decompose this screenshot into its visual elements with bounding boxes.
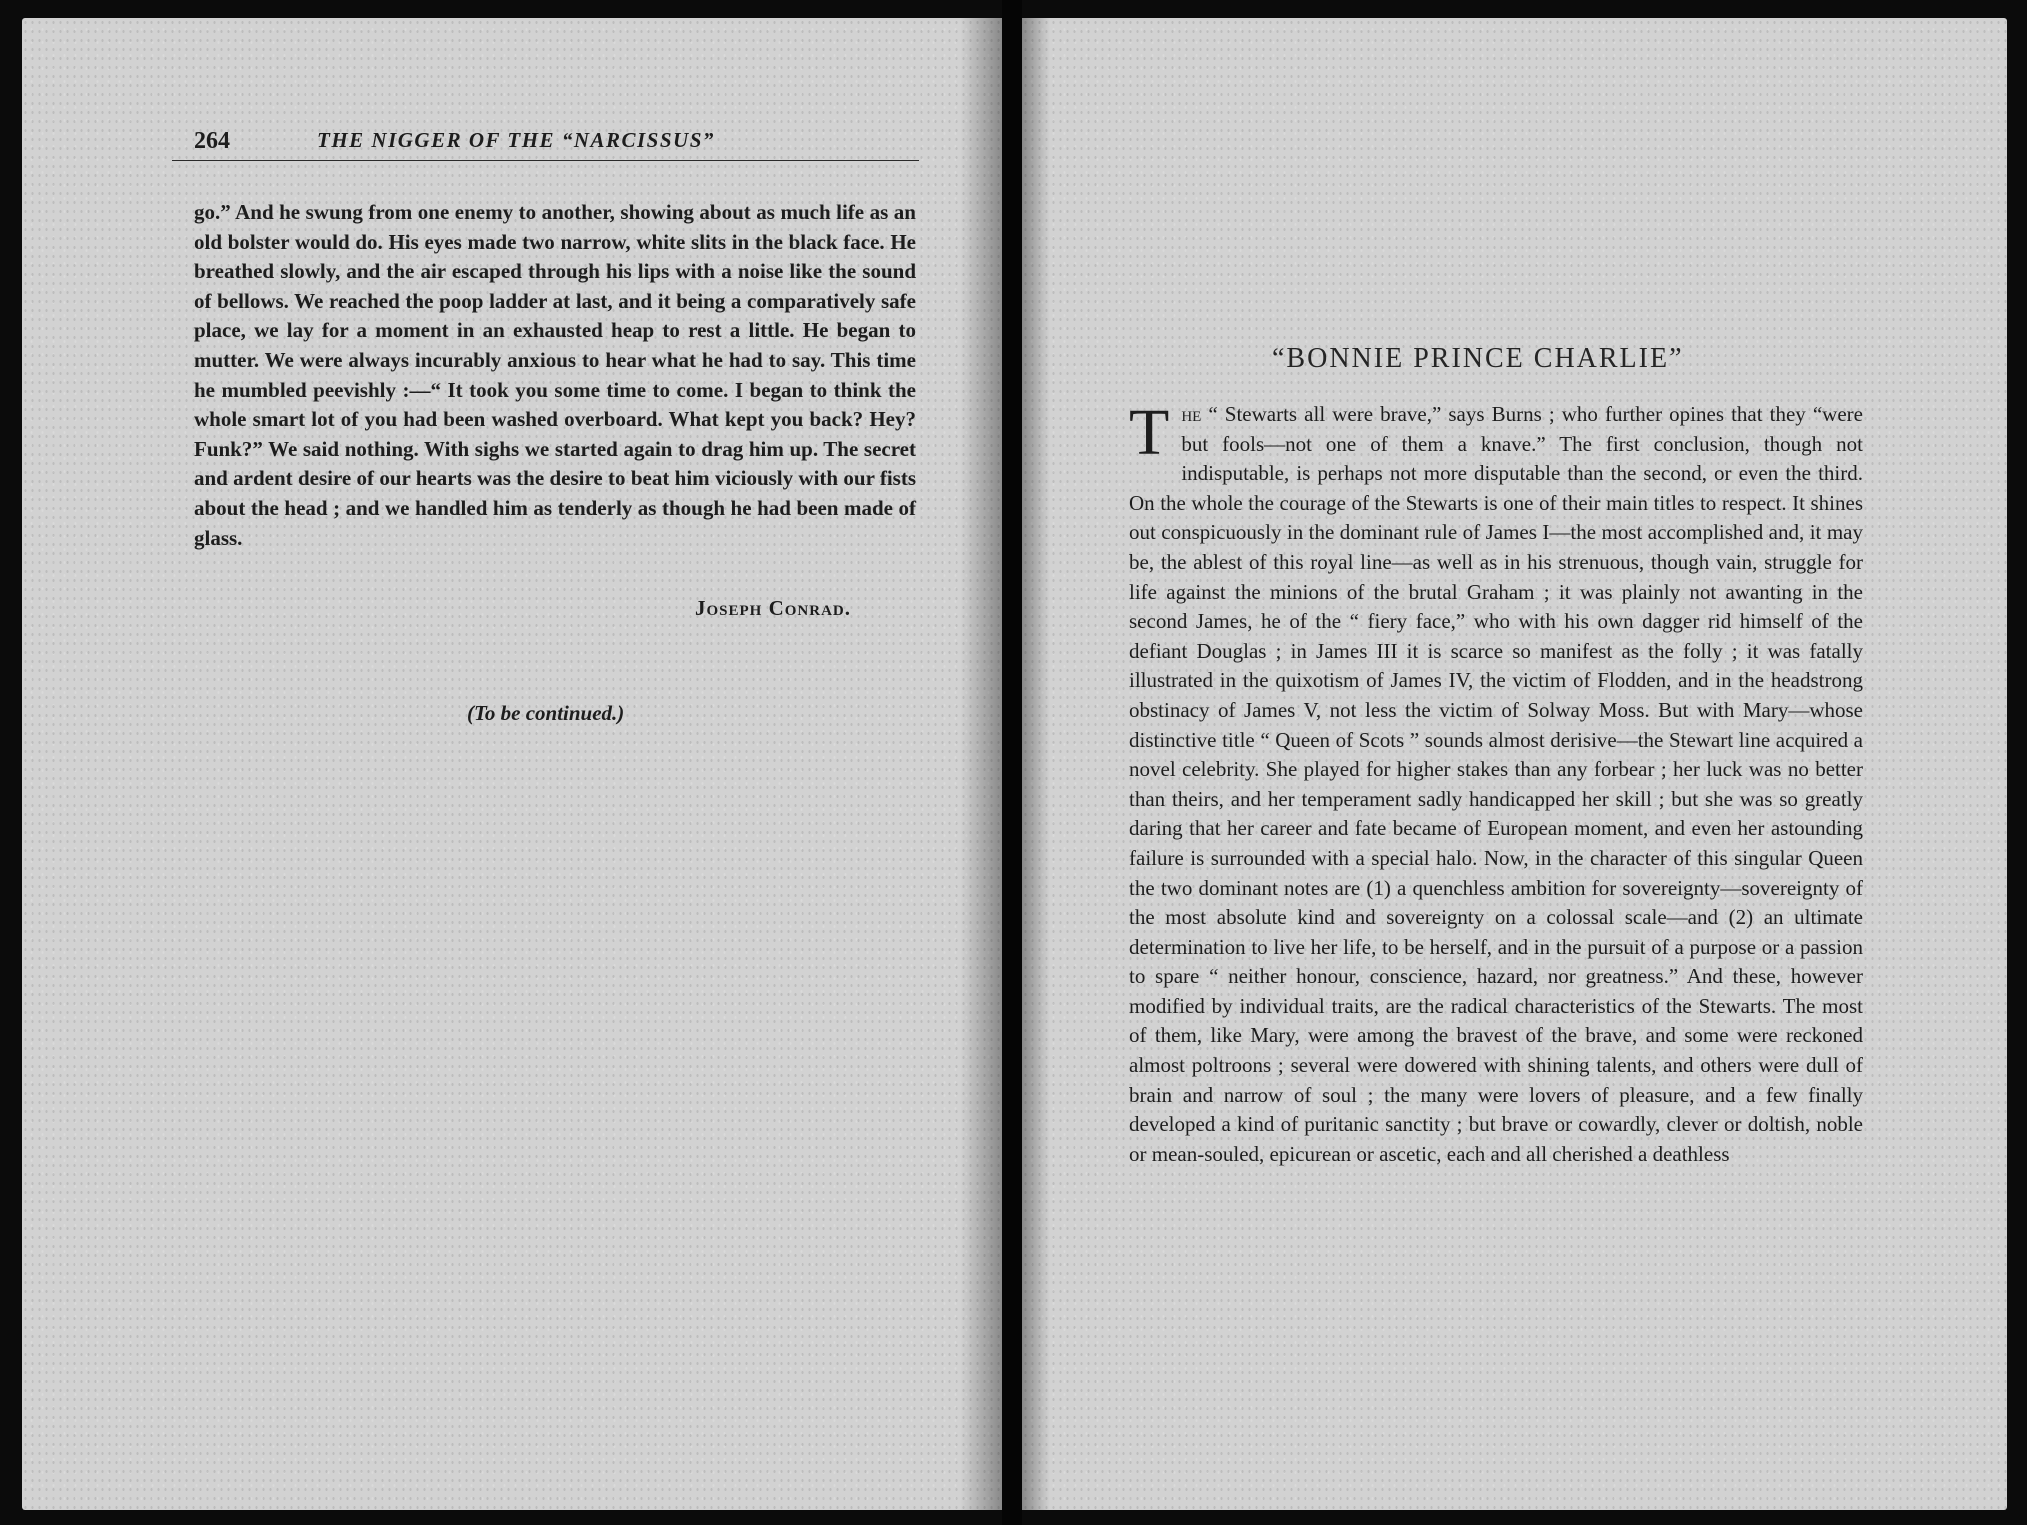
page-number: 264 xyxy=(194,128,230,154)
left-paragraph: go.” And he swung from one enemy to another, showing about as much life as an old bolster would do. His eyes made two narrow, white slits in the black face. He breathed slowly, and the air escaped through his lips with a noise like the sound of bellows. We reached the poop ladder at last, and it being a comparatively safe place, we lay for a moment in an exhausted heap to rest a little. He began to mutter. We were always incurably anxious to hear what he had to say. This time he mumbled peevishly :—“ It took you some time to come. I began to think the whole smart lot of you had been washed overboard. What kept you back? Hey? Funk?” We said nothing. With sighs we started again to drag him up. The secret and ardent desire of our hearts was the desire to beat him viciously with our fists about the head ; and we handled him as tenderly as though he had been made of glass. xyxy=(194,200,916,550)
author-signature: Joseph Conrad. xyxy=(695,596,852,620)
running-head xyxy=(172,128,919,161)
to-be-continued-note: (To be continued.) xyxy=(467,701,625,725)
gutter-shadow-right xyxy=(1022,18,1050,1510)
right-paragraph-text: “ Stewarts all were brave,” says Burns ; who further opines that they “were but fools—not one of them a knave.” The first conclusion, though not indisputable, is perhaps not more disputable than the second, or even the third. On the whole the courage of the Stewarts is one of their main titles to respect. It shines out conspicuously in the dominant rule of James I—the most accomplished and, it may be, the ablest of this royal line—as well as in his strenuous, though vain, struggle for life against the minions of the brutal Graham ; it was plainly not awanting in the second James, he of the “ fiery face,” who with his own dagger rid himself of the defiant Douglas ; in James III it is scarce so manifest as the folly ; it was fatally illustrated in the quixotism of James IV, the victim of Flodden, and in the headstrong obstinacy of James V, not less the victim of Solway Moss. But with Mary—whose distinctive title “ Queen of Scots ” sounds almost derisive—the Stewart line acquired a novel celebrity. She played for higher stakes than any forbear ; her luck was no better than theirs, and her temperament sadly handicapped her skill ; but she was so greatly daring that her career and fate became of European moment, and even her astounding failure is surrounded with a special halo. Now, in the character of this singular Queen the two dominant notes are (1) a quenchless ambition for sovereignty—sovereignty of the most absolute kind and sovereignty on a colossal scale—and (2) an ultimate determination to live her life, to be herself, and in the pursuit of a purpose or a passion to spare “ neither honour, conscience, hazard, nor greatness.” And these, however modified by individual traits, are the radical characteristics of the Stewarts. The most of them, like Mary, were among the bravest of the brave, and some were reckoned almost poltroons ; several were dowered with shining talents, and others were dull of brain and narrow of soul ; the many were lovers of pleasure, and a few finally developed a kind of puritanic sanctity ; but brave or cowardly, clever or doltish, noble or mean-souled, epicurean or ascetic, each and all cherished a deathless xyxy=(1129,402,1863,1166)
lead-in-text: he xyxy=(1181,402,1202,426)
right-page xyxy=(1022,18,2007,1510)
article-title: “BONNIE PRINCE CHARLIE” xyxy=(1272,343,1684,374)
right-paragraph xyxy=(1129,396,1863,1169)
right-body-text xyxy=(1129,396,1863,1169)
left-page xyxy=(22,18,1002,1510)
drop-cap: T xyxy=(1129,396,1170,469)
book-gutter xyxy=(1002,0,1022,1525)
left-body-text xyxy=(194,198,916,553)
gutter-shadow-left xyxy=(960,18,1002,1510)
running-title: THE NIGGER OF THE “NARCISSUS” xyxy=(317,128,715,152)
